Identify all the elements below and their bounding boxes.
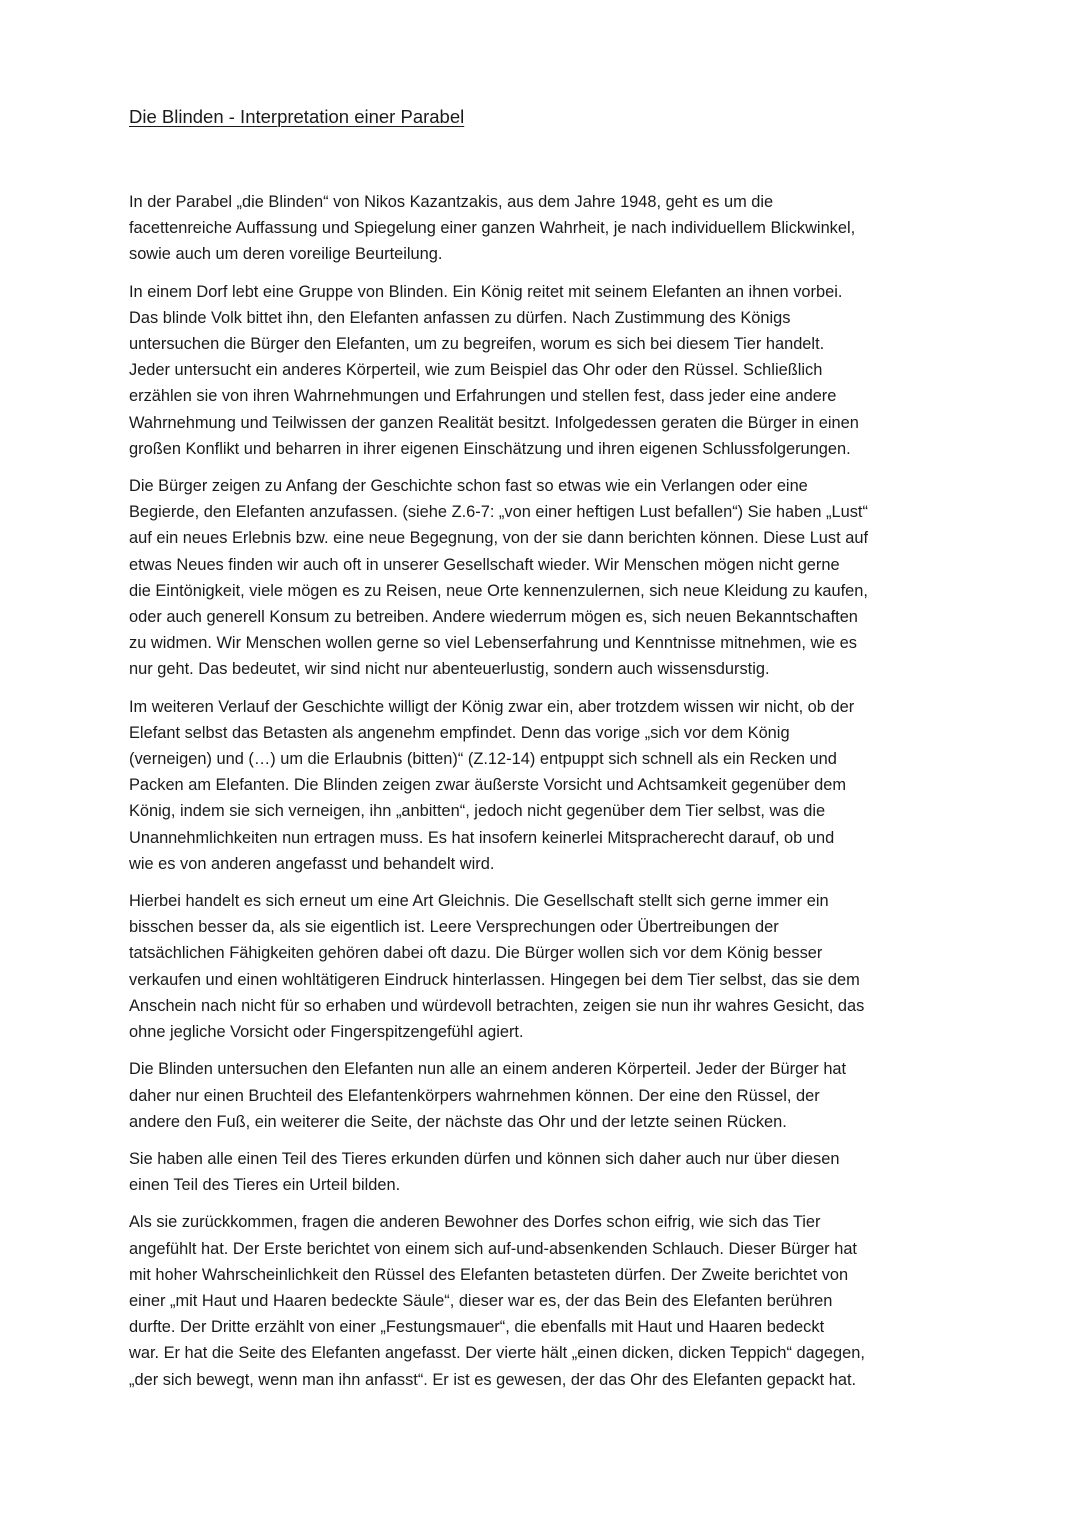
paragraph-line: zu widmen. Wir Menschen wollen gerne so viel Lebenserfahrung und Kenntnisse mitnehmen, wie es xyxy=(129,634,857,653)
paragraph-6 xyxy=(129,1056,959,1135)
paragraph-line: Als sie zurückkommen, fragen die anderen Bewohner des Dorfes schon eifrig, wie sich das Tier xyxy=(129,1213,821,1232)
paragraph-line: ohne jegliche Vorsicht oder Fingerspitzengefühl agiert. xyxy=(129,1023,524,1042)
paragraph-line: Die Blinden untersuchen den Elefanten nun alle an einem anderen Körperteil. Jeder der Bürger hat xyxy=(129,1060,847,1079)
paragraph-line: etwas Neues finden wir auch oft in unserer Gesellschaft wieder. Wir Menschen mögen nicht gerne xyxy=(129,555,840,574)
paragraph-line: wie es von anderen angefasst und behandelt wird. xyxy=(129,854,495,873)
paragraph-line: (verneigen) und (…) um die Erlaubnis (bitten)“ (Z.12-14) entpuppt sich schnell als ein Recken und xyxy=(129,750,837,769)
paragraph-line: Packen am Elefanten. Die Blinden zeigen zwar äußerste Vorsicht und Achtsamkeit gegenüber dem xyxy=(129,776,847,795)
paragraph-line: Elefant selbst das Betasten als angenehm empfindet. Denn das vorige „sich vor dem König xyxy=(129,723,790,742)
paragraph-line: Begierde, den Elefanten anzufassen. (siehe Z.6-7: „von einer heftigen Lust befallen“) Sie haben „Lust“ xyxy=(129,503,868,522)
paragraph-line: verkaufen und einen wohltätigeren Eindruck hinterlassen. Hingegen bei dem Tier selbst, das sie dem xyxy=(129,970,860,989)
paragraph-line: oder auch generell Konsum zu betreiben. Andere wiederrum mögen es, sich neuen Bekanntschaften xyxy=(129,608,858,627)
paragraph-3 xyxy=(129,473,959,683)
paragraph-line: durfte. Der Dritte erzählt von einer „Festungsmauer“, die ebenfalls mit Haut und Haaren bedeckt xyxy=(129,1318,825,1337)
paragraph-line: Unannehmlichkeiten nun ertragen muss. Es hat insofern keinerlei Mitspracherecht darauf, ob und xyxy=(129,828,835,847)
paragraph-line: auf ein neues Erlebnis bzw. eine neue Begegnung, von der sie dann berichten können. Diese Lust auf xyxy=(129,529,869,548)
paragraph-line: Im weiteren Verlauf der Geschichte willigt der König zwar ein, aber trotzdem wissen wir nicht, ob der xyxy=(129,697,855,716)
paragraph-line: „der sich bewegt, wenn man ihn anfasst“. Er ist es gewesen, der das Ohr des Elefanten gepackt hat. xyxy=(129,1370,857,1389)
paragraph-line: einen Teil des Tieres ein Urteil bilden. xyxy=(129,1176,401,1195)
paragraph-line: In der Parabel „die Blinden“ von Nikos Kazantzakis, aus dem Jahre 1948, geht es um die xyxy=(129,193,774,211)
paragraph-line: daher nur einen Bruchteil des Elefantenkörpers wahrnehmen können. Der eine den Rüssel, der xyxy=(129,1086,820,1105)
paragraph-line: einer „mit Haut und Haaren bedeckte Säule“, dieser war es, der das Bein des Elefanten berühren xyxy=(129,1291,833,1310)
paragraph-line: nur geht. Das bedeutet, wir sind nicht nur abenteuerlustig, sondern auch wissensdurstig. xyxy=(129,660,770,679)
paragraph-line: bisschen besser da, als sie eigentlich ist. Leere Versprechungen oder Übertreibungen der xyxy=(129,918,779,937)
paragraph-2 xyxy=(129,279,959,462)
paragraph-line: großen Konflikt und beharren in ihrer eigenen Einschätzung und ihren eigenen Schlussfolgerungen. xyxy=(129,439,851,458)
paragraph-line: tatsächlichen Fähigkeiten gehören dabei oft dazu. Die Bürger wollen sich vor dem König besser xyxy=(129,944,823,963)
paragraph-line: war. Er hat die Seite des Elefanten angefasst. Der vierte hält „einen dicken, dicken Teppich“ dagegen, xyxy=(129,1344,865,1363)
paragraph-line: Wahrnehmung und Teilwissen der ganzen Realität besitzt. Infolgedessen geraten die Bürger in einen xyxy=(129,413,859,432)
paragraph-4 xyxy=(129,694,959,877)
paragraph-line: Hierbei handelt es sich erneut um eine Art Gleichnis. Die Gesellschaft stellt sich gerne immer ein xyxy=(129,892,829,911)
paragraph-7 xyxy=(129,1146,959,1198)
paragraph-line: Das blinde Volk bittet ihn, den Elefanten anfassen zu dürfen. Nach Zustimmung des Königs xyxy=(129,308,791,327)
paragraph-line: Anschein nach nicht für so erhaben und würdevoll betrachten, zeigen sie nun ihr wahres Gesicht, das xyxy=(129,996,865,1015)
paragraph-8 xyxy=(129,1209,959,1392)
paragraph-line: mit hoher Wahrscheinlichkeit den Rüssel des Elefanten betasteten dürfen. Der Zweite berichtet von xyxy=(129,1265,849,1284)
paragraph-line: andere den Fuß, ein weiterer die Seite, der nächste das Ohr und der letzte seinen Rücken. xyxy=(129,1112,787,1131)
paragraph-line: facettenreiche Auffassung und Spiegelung einer ganzen Wahrheit, je nach individuellem Blickwinkel, xyxy=(129,219,856,238)
paragraph-line: angefühlt hat. Der Erste berichtet von einem sich auf-und-absenkenden Schlauch. Dieser Bürger hat xyxy=(129,1239,857,1258)
paragraph-5 xyxy=(129,888,959,1045)
paragraph-line: Sie haben alle einen Teil des Tieres erkunden dürfen und können sich daher auch nur über diesen xyxy=(129,1149,840,1168)
paragraph-line: sowie auch um deren voreilige Beurteilung. xyxy=(129,245,443,264)
paragraph-line: In einem Dorf lebt eine Gruppe von Blinden. Ein König reitet mit seinem Elefanten an ihnen vorbei. xyxy=(129,282,843,301)
paragraph-line: König, indem sie sich verneigen, ihn „anbitten“, jedoch nicht gegenüber dem Tier selbst, was die xyxy=(129,802,826,821)
document-body xyxy=(129,189,959,1404)
paragraph-line: die Eintönigkeit, viele mögen es zu Reisen, neue Orte kennenzulernen, sich neue Kleidung zu kaufen, xyxy=(129,581,868,600)
paragraph-line: untersuchen die Bürger den Elefanten, um zu begreifen, worum es sich bei diesem Tier handelt. xyxy=(129,335,825,354)
document-title: Die Blinden - Interpretation einer Parabel xyxy=(129,106,465,127)
paragraph-line: Jeder untersucht ein anderes Körperteil, wie zum Beispiel das Ohr oder den Rüssel. Schließlich xyxy=(129,361,823,380)
paragraph-line: erzählen sie von ihren Wahrnehmungen und Erfahrungen und stellen fest, dass jeder eine andere xyxy=(129,387,837,406)
paragraph-1 xyxy=(129,189,959,268)
paragraph-line: Die Bürger zeigen zu Anfang der Geschichte schon fast so etwas wie ein Verlangen oder eine xyxy=(129,477,808,496)
